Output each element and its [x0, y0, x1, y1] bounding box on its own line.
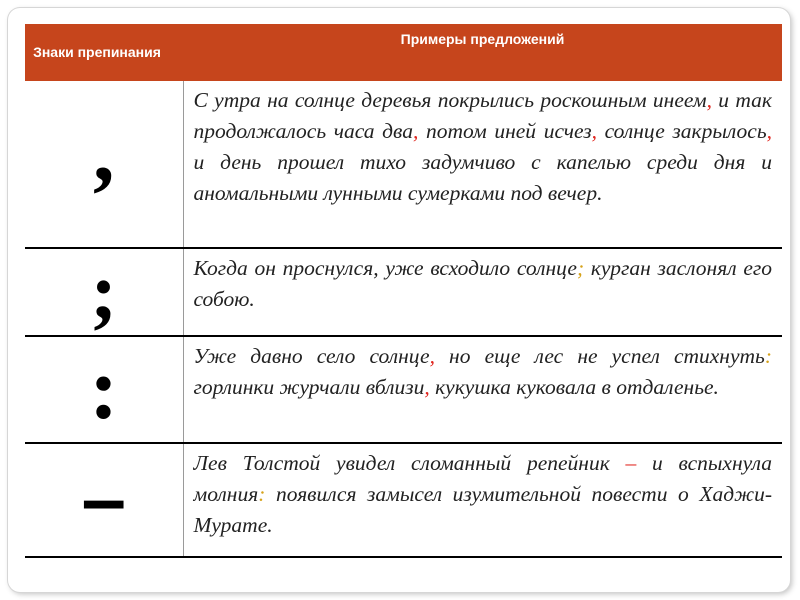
dash-mark: – — [81, 454, 126, 543]
mark-cell-comma — [25, 81, 183, 248]
example-text: появился замысел изумительной повести о Хаджи-Мурате. — [193, 482, 772, 537]
table-row-dash — [25, 443, 782, 557]
highlight-comma: , — [424, 375, 430, 399]
mark-cell-dash — [25, 443, 183, 557]
highlight-comma: , — [412, 119, 419, 143]
example-text: и вспыхнула молния — [193, 451, 772, 506]
example-text: курган заслонял его собою. — [193, 256, 773, 311]
highlight-colon: : — [258, 482, 266, 506]
header-row — [25, 24, 782, 81]
semicolon-mark: ; — [90, 248, 118, 336]
table-row-semicolon — [25, 248, 782, 336]
example-text: горлинки журчали вблизи — [193, 375, 425, 399]
table-row-colon — [25, 336, 782, 443]
highlight-colon: : — [764, 344, 772, 368]
highlight-comma: , — [591, 119, 597, 143]
example-text: и день прошел тихо задумчиво с капелью среди дня и аномальными лунными сумерками под вечер. — [193, 150, 772, 205]
example-cell-colon — [183, 336, 782, 443]
highlight-comma: , — [706, 88, 712, 112]
example-cell-semicolon — [183, 248, 782, 336]
example-text: кукушка куковала в отдаленье. — [429, 375, 719, 399]
example-cell-dash — [183, 443, 782, 557]
highlight-comma: , — [766, 119, 772, 143]
example-text: Когда он проснулся, уже всходило солнце — [193, 256, 577, 280]
header-sentence-examples — [183, 24, 782, 81]
example-cell-comma — [183, 81, 782, 248]
punctuation-table — [25, 24, 782, 558]
example-text: потом иней исчез — [418, 119, 592, 143]
example-text: но еще лес не успел стихнуть — [434, 344, 765, 368]
example-text: Лев Толстой увидел сломанный репейник — [193, 451, 626, 475]
highlight-comma: , — [429, 344, 435, 368]
example-text: С утра на солнце деревья покрылись роскошным инеем — [193, 88, 707, 112]
example-text: солнце закрылось — [597, 119, 767, 143]
example-text: Уже давно село солнце — [193, 344, 430, 368]
header-col1-label: Знаки препинания — [33, 44, 161, 60]
example-text: и так продолжалось часа два — [193, 88, 772, 143]
colon-mark: : — [89, 340, 119, 438]
header-punctuation-marks — [25, 24, 183, 81]
comma-mark: , — [93, 103, 115, 199]
header-col2-label: Примеры предложений — [400, 30, 565, 47]
highlight-semicolon: ; — [576, 256, 585, 280]
mark-cell-colon — [25, 336, 183, 443]
table-row-comma — [25, 81, 782, 248]
highlight-dash: – — [625, 451, 637, 475]
mark-cell-semicolon — [25, 248, 183, 336]
